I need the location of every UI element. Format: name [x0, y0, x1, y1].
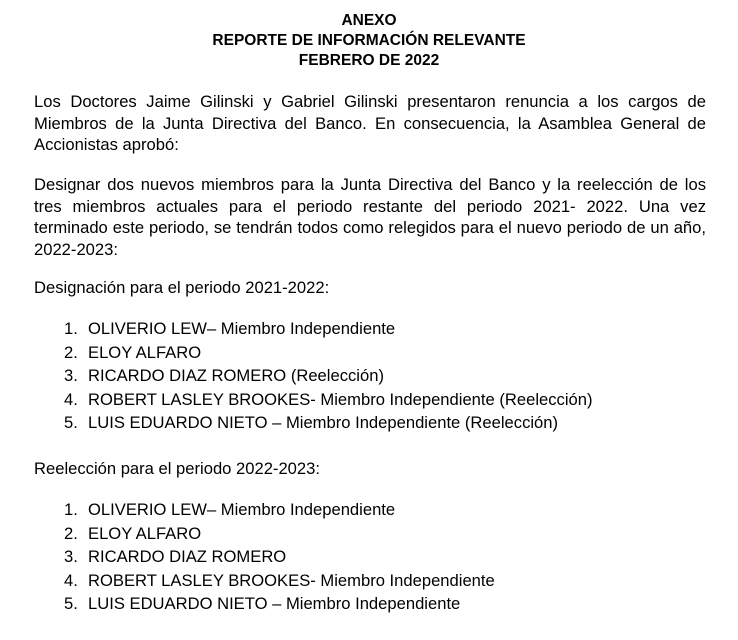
list-item: 2. ELOY ALFARO — [64, 342, 202, 362]
list-item: 3. RICARDO DIAZ ROMERO (Reelección) — [64, 366, 384, 385]
designation-list — [64, 317, 593, 435]
decision-paragraph: Designar dos nuevos miembros para la Junta Directiva del Banco y la reelección de los tres miembros actuales para el periodo restante del periodo 2021- 2022. Una vez terminado este periodo, se tendrán todos como relegidos para el nuevo periodo de un año, 2022-2023: — [34, 175, 706, 259]
list-item: 4. ROBERT LASLEY BROOKES- Miembro Independiente — [64, 570, 495, 590]
list-item: 5. LUIS EDUARDO NIETO – Miembro Independiente — [64, 594, 461, 613]
list-item: 1. OLIVERIO LEW– Miembro Independiente — [64, 319, 396, 338]
header-date: FEBRERO DE 2022 — [298, 52, 440, 69]
list-item: 4. ROBERT LASLEY BROOKES- Miembro Independiente (Reelección) — [64, 389, 593, 409]
reelection-list — [64, 498, 495, 616]
header-annex-title: ANEXO — [341, 12, 397, 29]
list-item: 3. RICARDO DIAZ ROMERO — [64, 547, 287, 566]
document-header — [0, 11, 738, 71]
header-report-title: REPORTE DE INFORMACIÓN RELEVANTE — [212, 32, 526, 49]
list-item: 5. LUIS EDUARDO NIETO – Miembro Independiente (Reelección) — [64, 413, 559, 432]
reelection-heading: Reelección para el periodo 2022-2023: — [34, 459, 320, 478]
list-item: 2. ELOY ALFARO — [64, 523, 202, 543]
list-item: 1. OLIVERIO LEW– Miembro Independiente — [64, 500, 396, 519]
designation-heading: Designación para el periodo 2021-2022: — [34, 278, 330, 297]
intro-paragraph: Los Doctores Jaime Gilinski y Gabriel Gilinski presentaron renuncia a los cargos de Miembros de la Junta Directiva del Banco. En consecuencia, la Asamblea General de Accionistas aprobó: — [34, 92, 706, 154]
